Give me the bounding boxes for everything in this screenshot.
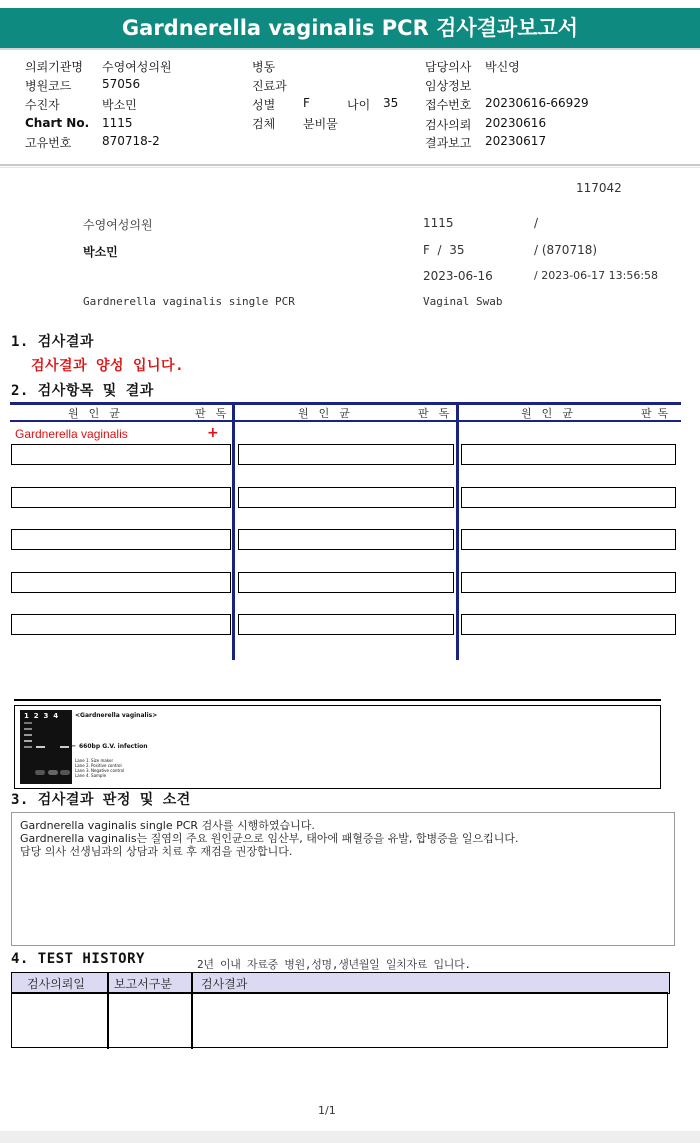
header-value: 35 <box>383 96 399 110</box>
test-name: Gardnerella vaginalis single PCR <box>83 295 295 308</box>
header-label: 검사의뢰 <box>425 118 472 132</box>
history-body <box>11 992 668 1048</box>
gel-legend-item: Lane 2. Positive control <box>75 763 122 768</box>
result-box <box>11 614 231 635</box>
header-value: 870718-2 <box>102 134 160 148</box>
footer-bar <box>0 1131 700 1143</box>
column-header-organism: 원인균 <box>521 407 583 420</box>
chart-number: 1115 <box>423 216 454 230</box>
header-label: 접수번호 <box>425 98 472 112</box>
result-box <box>461 444 676 465</box>
opinion-line: Gardnerella vaginalis는 질염의 주요 원인균으로 임산부, 태아에 패혈증을 유발, 합병증을 일으킵니다. <box>20 832 519 845</box>
result-box <box>11 487 231 508</box>
column-header-organism: 원인균 <box>68 407 130 420</box>
result-box <box>461 614 676 635</box>
result-box <box>238 614 454 635</box>
positive-band <box>36 746 45 748</box>
marker-band <box>24 740 32 742</box>
header-label: 고유번호 <box>25 136 72 150</box>
positive-result: 검사결과 양성 입니다. <box>31 358 185 374</box>
gel-heading: <Gardnerella vaginalis> <box>75 712 158 719</box>
marker-band <box>24 746 32 748</box>
history-col-report-type: 보고서구분 <box>114 977 172 991</box>
header-label: 병원코드 <box>25 79 72 93</box>
sample-band <box>60 746 69 748</box>
primer-band <box>35 770 45 775</box>
gel-lane-numbers: 1 2 3 4 <box>24 712 59 720</box>
judgement-positive: + <box>207 425 219 441</box>
header-value: 박소민 <box>102 98 137 112</box>
result-box <box>238 487 454 508</box>
header-value: 20230616-66929 <box>485 96 589 110</box>
header-label: 담당의사 <box>425 60 472 74</box>
header-label: 결과보고 <box>425 136 472 150</box>
gel-legend-item: Lane 4. Sample <box>75 773 107 778</box>
gel-image <box>20 710 72 784</box>
header-divider-shadow <box>0 167 700 168</box>
primer-band <box>60 770 70 775</box>
column-header-judgement: 판독 <box>418 407 460 420</box>
report-title: Gardnerella vaginalis PCR 검사결과보고서 <box>0 8 700 50</box>
marker-band <box>24 728 32 730</box>
header-label: 나이 <box>347 98 371 112</box>
header-label: 수진자 <box>25 98 60 112</box>
column-divider <box>456 402 459 660</box>
header-label: 진료과 <box>252 79 287 93</box>
header-value: 수영여성의원 <box>102 60 172 74</box>
history-header <box>11 972 670 994</box>
sex-age: F / 35 <box>423 243 465 257</box>
column-header-organism: 원인균 <box>298 407 360 420</box>
column-header-judgement: 판독 <box>641 407 675 420</box>
request-date: 2023-06-16 <box>423 269 493 283</box>
history-col-request-date: 검사의뢰일 <box>27 977 85 991</box>
gel-band-label: 660bp G.V. infection <box>79 743 148 750</box>
marker-band <box>24 734 32 736</box>
result-box <box>238 444 454 465</box>
report-datetime: / 2023-06-17 13:56:58 <box>534 269 659 282</box>
report-number: 117042 <box>576 181 622 195</box>
gel-legend-item: Lane 1. Size maker <box>75 758 114 763</box>
gel-legend <box>75 758 124 778</box>
result-box <box>11 529 231 550</box>
header-label: 의뢰기관명 <box>25 60 83 74</box>
clinic-name: 수영여성의원 <box>83 218 153 232</box>
header-value: 20230616 <box>485 116 547 130</box>
section-2-title: 2. 검사항목 및 결과 <box>11 383 154 399</box>
primer-band <box>48 770 58 775</box>
gel-legend-item: Lane 3. Negative control <box>75 768 125 773</box>
opinion-line: Gardnerella vaginalis single PCR 검사를 시행하였습니다. <box>20 819 315 832</box>
header-label: 임상정보 <box>425 79 472 93</box>
result-box <box>11 572 231 593</box>
header-label: Chart No. <box>25 116 90 130</box>
header-divider <box>0 164 700 166</box>
result-box <box>461 572 676 593</box>
result-box <box>461 487 676 508</box>
specimen: Vaginal Swab <box>423 295 503 308</box>
history-col-result: 검사결과 <box>201 977 248 991</box>
header-value: 1115 <box>102 116 133 130</box>
header-label: 검체 <box>252 117 276 131</box>
header-value: 20230617 <box>485 134 547 148</box>
column-divider <box>232 402 235 660</box>
info-separator: / <box>534 216 539 230</box>
history-note: 2년 이내 자료중 병원,성명,생년월일 일치자료 입니다. <box>197 958 471 971</box>
header-label: 성별 <box>252 98 276 112</box>
result-box <box>11 444 231 465</box>
header-label: 병동 <box>252 60 276 74</box>
result-box <box>238 529 454 550</box>
gel-top-line <box>14 699 661 701</box>
column-header-judgement: 판독 <box>195 407 237 420</box>
section-3-title: 3. 검사결과 판정 및 소견 <box>11 792 191 808</box>
birth-date: / (870718) <box>534 243 598 257</box>
header-value: 분비물 <box>303 117 338 131</box>
page-number: 1/1 <box>318 1104 336 1117</box>
marker-band <box>24 722 32 724</box>
history-divider <box>191 972 193 1049</box>
patient-name: 박소민 <box>83 245 118 259</box>
organism-name: Gardnerella vaginalis <box>15 427 128 441</box>
section-1-title: 1. 검사결과 <box>11 334 94 350</box>
result-box <box>238 572 454 593</box>
history-divider <box>107 972 109 1049</box>
opinion-box <box>11 812 675 946</box>
header-value: 57056 <box>102 77 141 91</box>
gel-photo <box>18 708 268 786</box>
section-4-title: 4. TEST HISTORY <box>11 951 145 967</box>
header-value: 박신영 <box>485 60 520 74</box>
opinion-line: 담당 의사 선생님과의 상담과 치료 후 재검을 권장합니다. <box>20 845 293 858</box>
header-value: F <box>303 96 310 110</box>
arrow-icon: ← <box>70 742 76 750</box>
result-box <box>461 529 676 550</box>
